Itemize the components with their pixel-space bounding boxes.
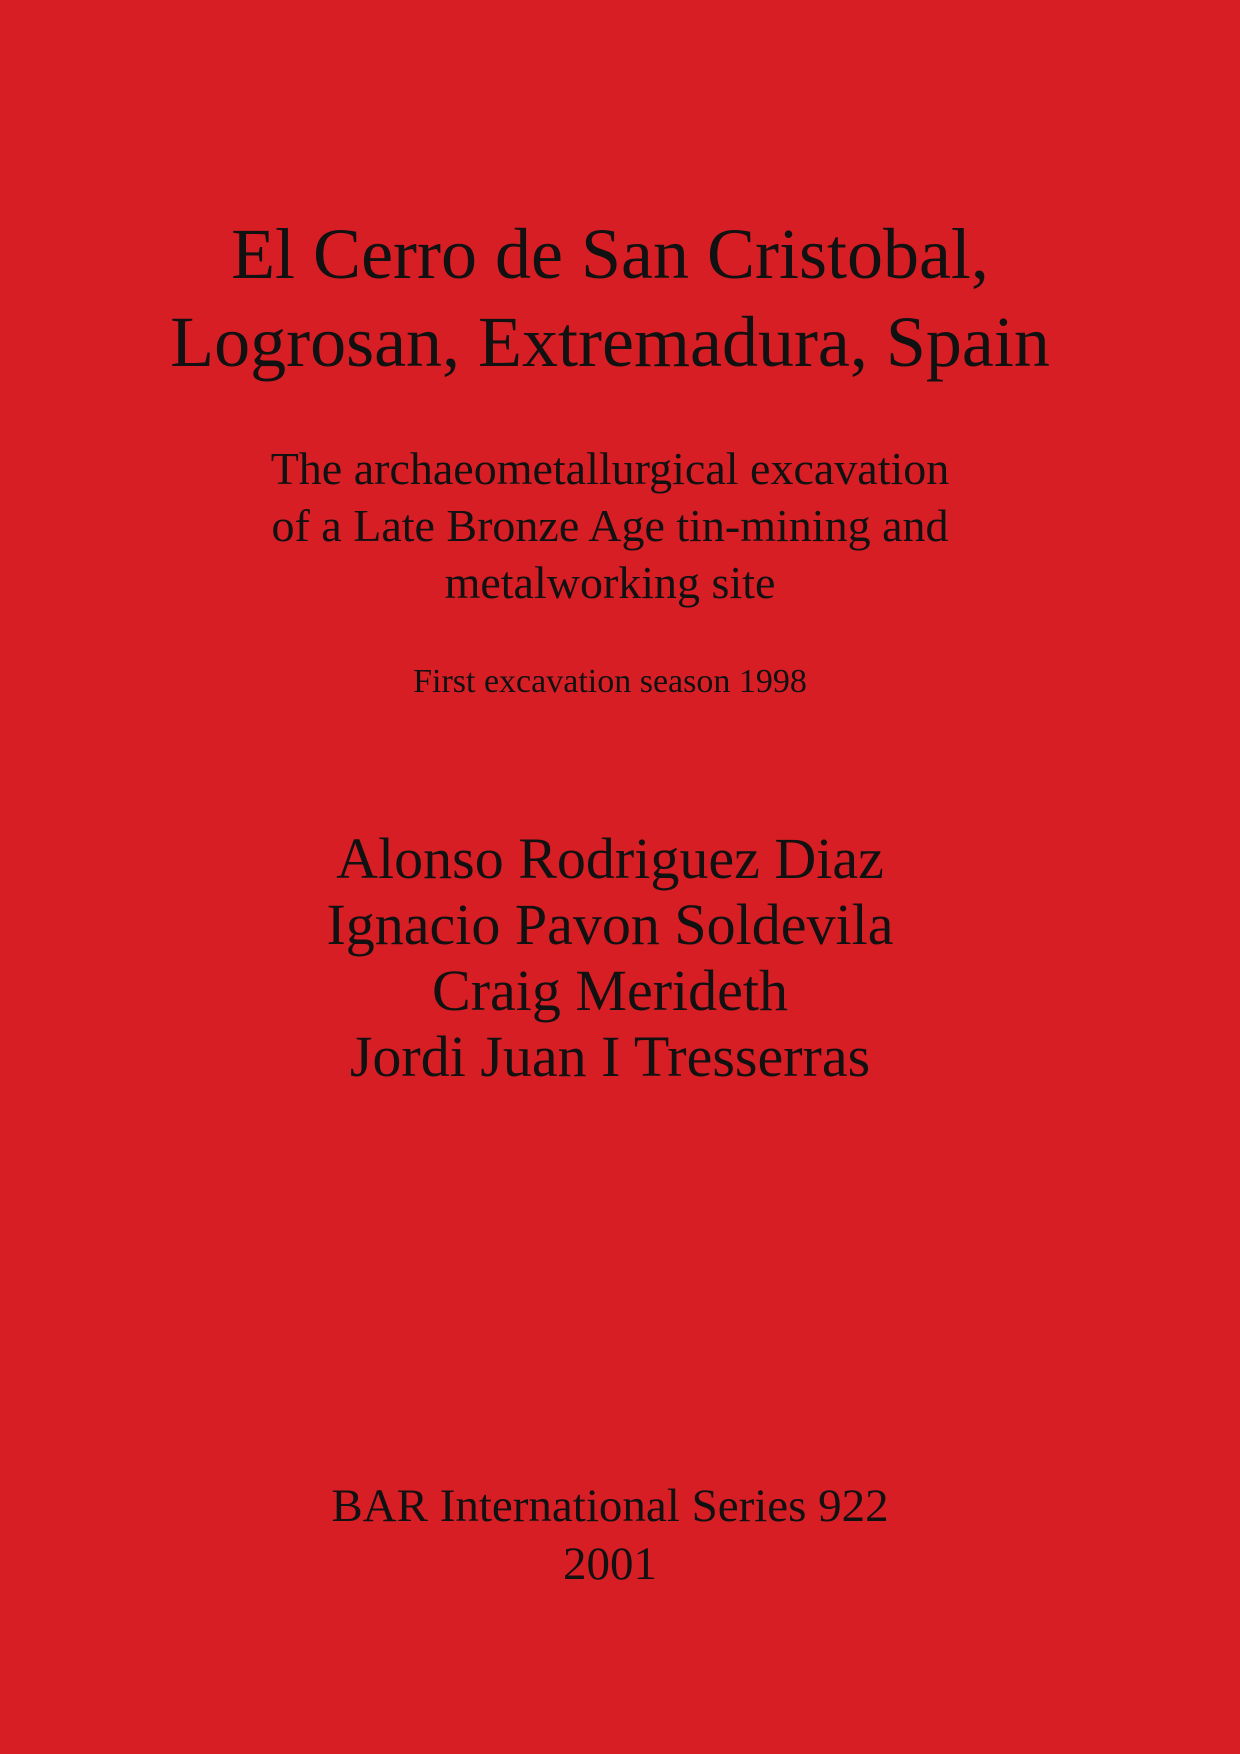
author-name: Alonso Rodriguez Diaz <box>336 826 884 891</box>
excavation-season: First excavation season 1998 <box>413 663 807 700</box>
subtitle-line-2: of a Late Bronze Age tin-mining and <box>271 500 949 551</box>
author-name: Ignacio Pavon Soldevila <box>326 892 894 957</box>
subtitle-line-3: metalworking site <box>444 557 776 608</box>
publication-year: 2001 <box>563 1538 657 1590</box>
title-line-1: El Cerro de San Cristobal, <box>231 214 989 294</box>
subtitle-line-1: The archaeometallurgical excavation <box>270 443 950 494</box>
title <box>0 210 1220 386</box>
series-info <box>0 1477 1220 1593</box>
series-name: BAR International Series 922 <box>331 1480 889 1532</box>
author-name: Jordi Juan I Tresserras <box>349 1024 871 1089</box>
subtitle <box>0 440 1220 611</box>
author-name: Craig Merideth <box>432 958 788 1023</box>
title-line-2: Logrosan, Extremadura, Spain <box>170 302 1050 382</box>
authors-list <box>0 826 1220 1090</box>
